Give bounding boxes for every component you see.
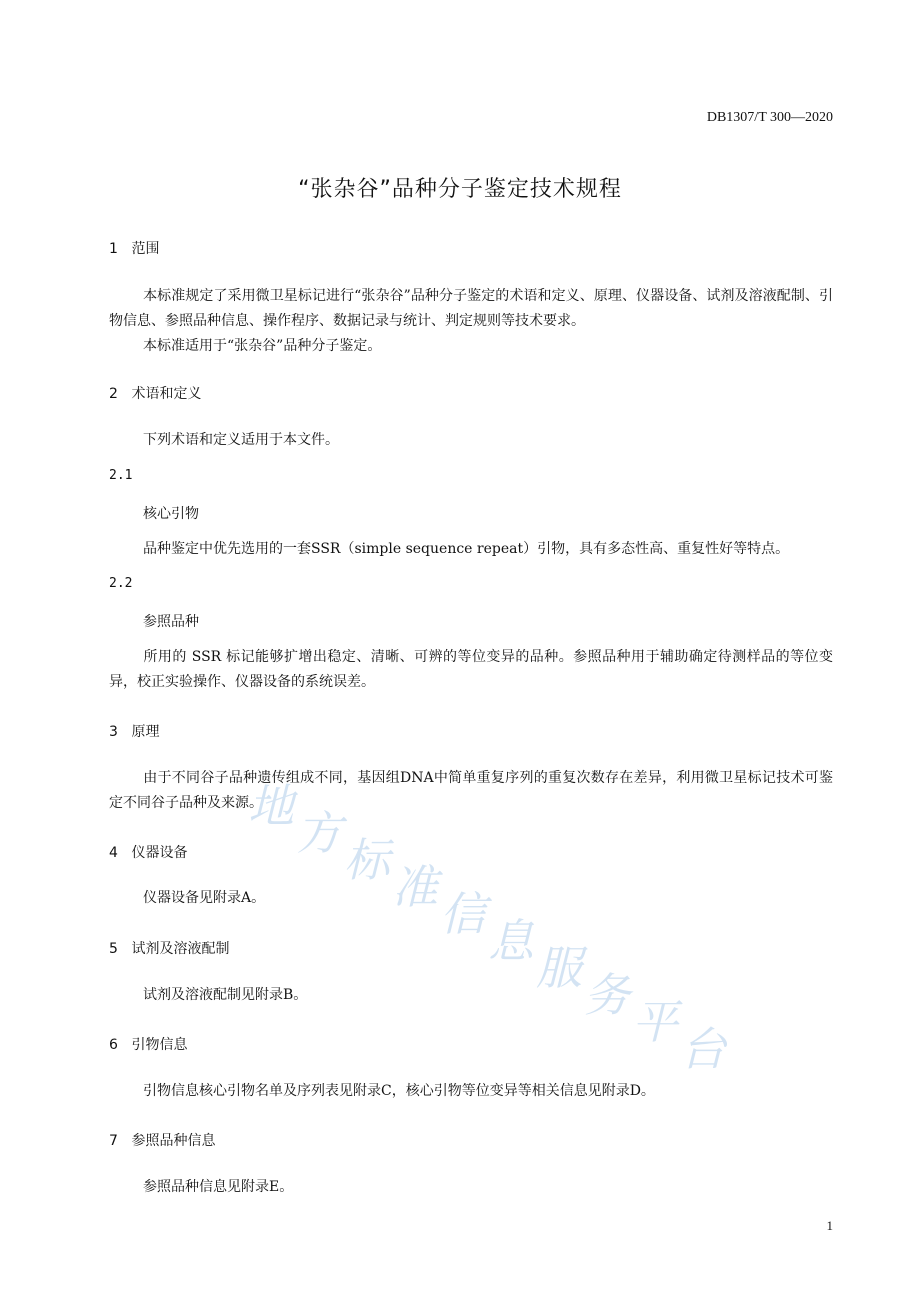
section-heading-2: 2 术语和定义 bbox=[109, 386, 202, 402]
subclause-number: 2.1 bbox=[109, 468, 133, 483]
watermark-char: 地 bbox=[248, 779, 294, 833]
paragraph: 试剂及溶液配制见附录B。 bbox=[143, 987, 308, 1003]
term-definition: 所用的 SSR 标记能够扩增出稳定、清晰、可辨的等位变异的品种。参照品种用于辅助确定待测样品的等位变异，校正实验操作、仪器设备的系统误差。 bbox=[109, 649, 833, 690]
paragraph: 下列术语和定义适用于本文件。 bbox=[143, 432, 339, 448]
paragraph: 参照品种信息见附录E。 bbox=[143, 1179, 294, 1195]
term-label: 核心引物 bbox=[143, 506, 199, 522]
document-code: DB1307/T 300—2020 bbox=[706, 110, 833, 125]
section-heading-1: 1 范围 bbox=[109, 241, 160, 257]
paragraph: 本标准适用于“张杂谷”品种分子鉴定。 bbox=[143, 338, 382, 354]
watermark-char: 平 bbox=[632, 995, 678, 1049]
watermark-char: 标 bbox=[344, 833, 390, 887]
paragraph: 由于不同谷子品种遗传组成不同，基因组DNA中简单重复序列的重复次数存在差异，利用微卫星标记技术可鉴定不同谷子品种及来源。 bbox=[109, 770, 833, 811]
page-number: 1 bbox=[826, 1218, 833, 1233]
watermark-char: 准 bbox=[392, 860, 438, 914]
paragraph: 本标准规定了采用微卫星标记进行“张杂谷”品种分子鉴定的术语和定义、原理、仪器设备、试剂及溶液配制、引物信息、参照品种信息、操作程序、数据记录与统计、判定规则等技术要求。 bbox=[109, 288, 833, 329]
section-heading-6: 6 引物信息 bbox=[109, 1037, 188, 1053]
section-heading-4: 4 仪器设备 bbox=[109, 845, 188, 861]
term-label: 参照品种 bbox=[143, 614, 199, 630]
watermark-char: 方 bbox=[296, 806, 342, 860]
watermark-char: 信 bbox=[440, 887, 486, 941]
section-heading-5: 5 试剂及溶液配制 bbox=[109, 941, 230, 957]
watermark-char: 务 bbox=[584, 968, 630, 1022]
watermark-char: 息 bbox=[488, 914, 534, 968]
paragraph: 引物信息核心引物名单及序列表见附录C，核心引物等位变异等相关信息见附录D。 bbox=[143, 1083, 655, 1099]
term-definition: 品种鉴定中优先选用的一套SSR（simple sequence repeat）引物，具有多态性高、重复性好等特点。 bbox=[143, 541, 790, 557]
watermark-char: 台 bbox=[680, 1022, 726, 1076]
paragraph: 仪器设备见附录A。 bbox=[143, 890, 266, 906]
section-heading-3: 3 原理 bbox=[109, 724, 160, 740]
section-heading-7: 7 参照品种信息 bbox=[109, 1133, 216, 1149]
subclause-number: 2.2 bbox=[109, 576, 133, 591]
watermark-char: 服 bbox=[536, 941, 582, 995]
page-title: “张杂谷”品种分子鉴定技术规程 bbox=[298, 177, 622, 202]
